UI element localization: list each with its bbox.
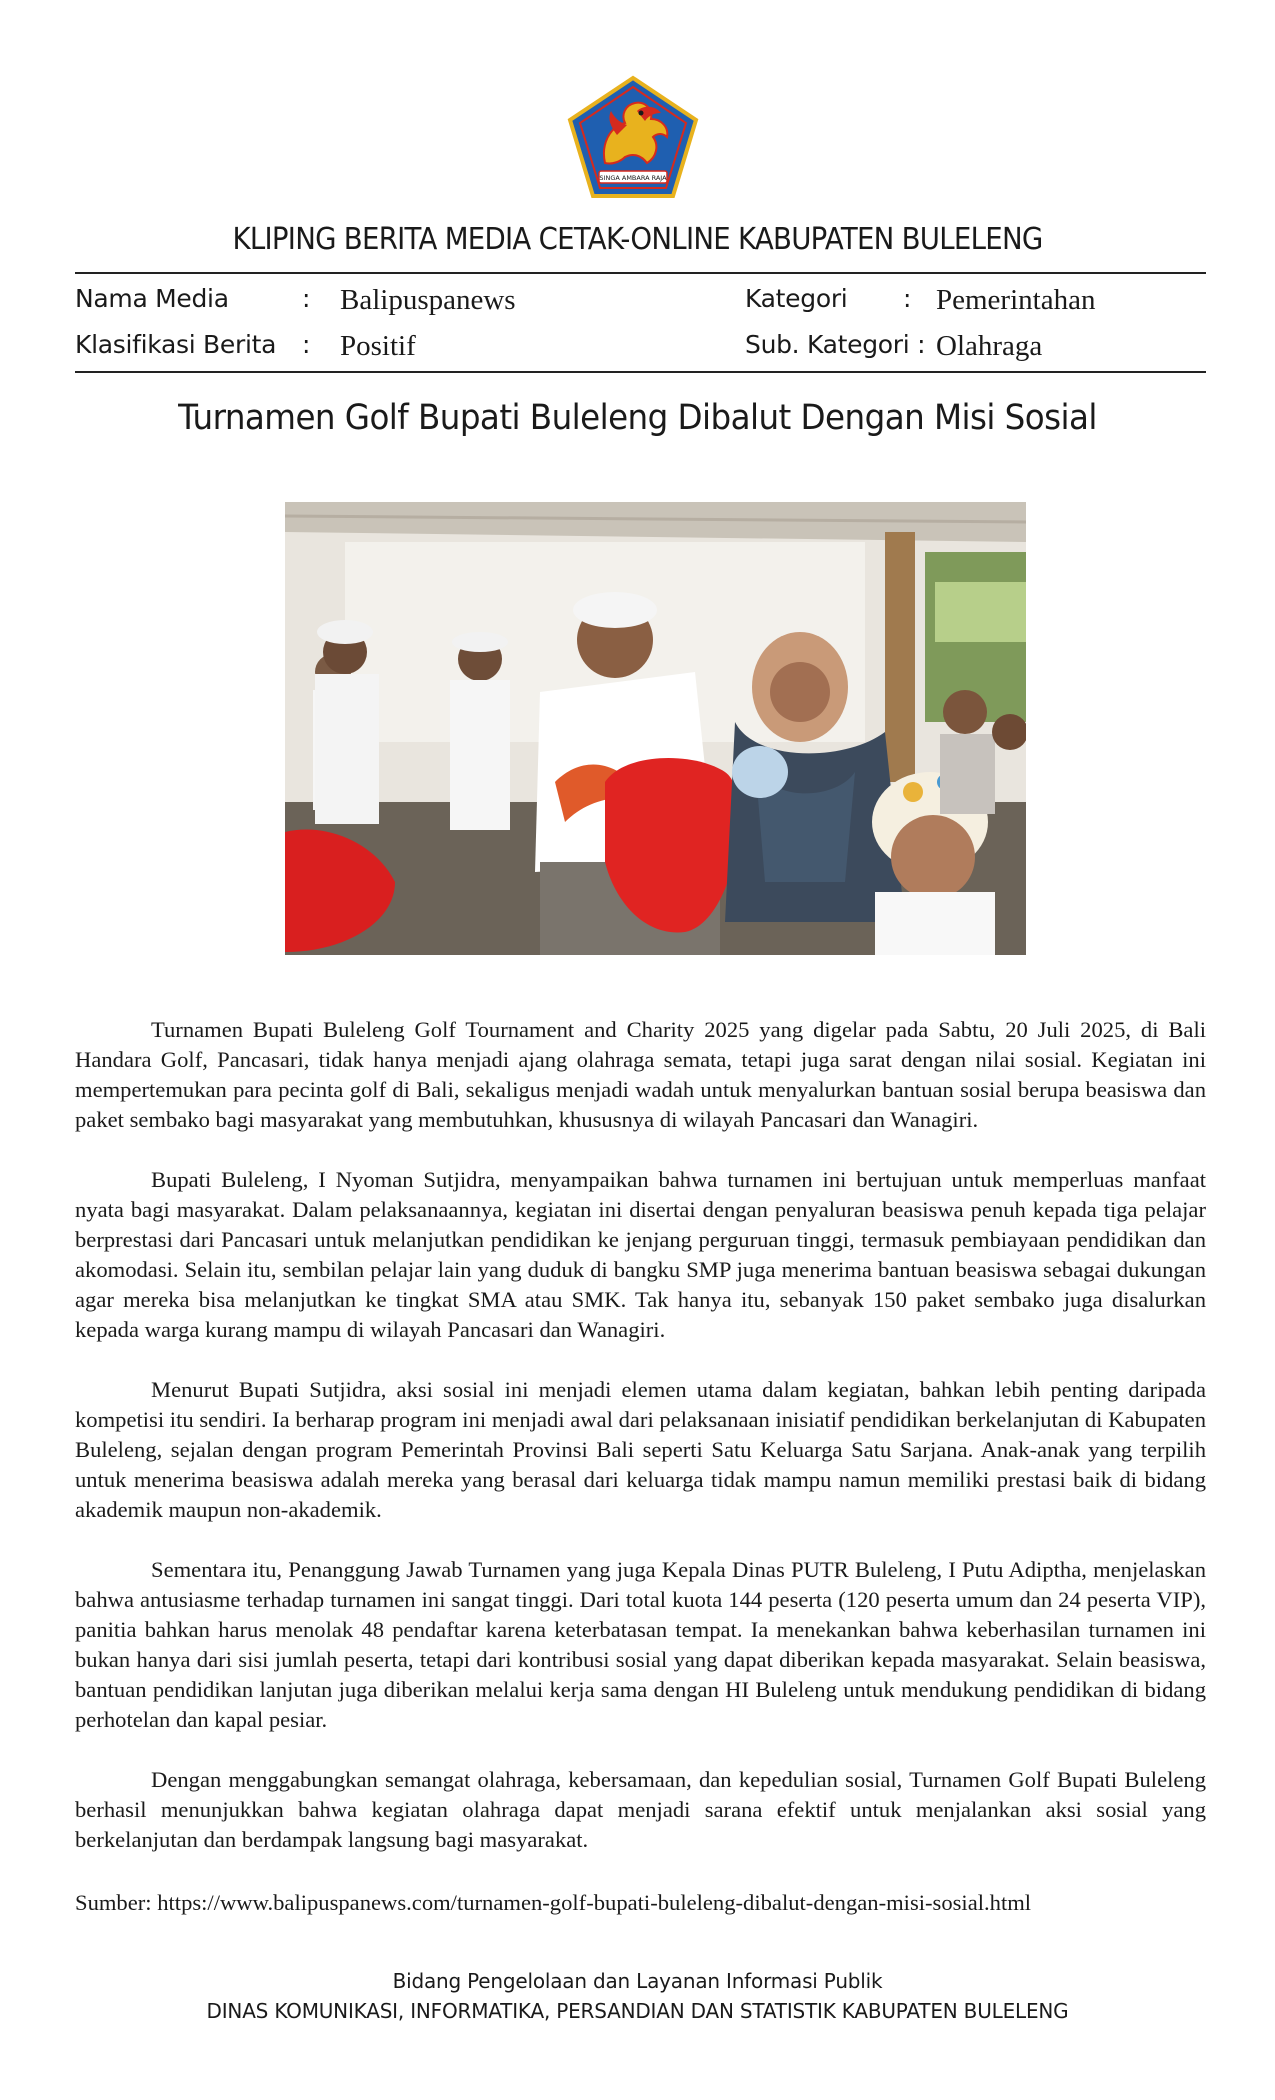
header-rule-top [75,272,1206,274]
article-paragraph-5: Dengan menggabungkan semangat olahraga, kebersamaan, dan kepedulian sosial, Turnamen Golf Bupati Buleleng berhasil menunjukkan bahwa kegiatan olahraga dapat menjadi sarana efektif untuk menjalankan aksi sosial yang berkelanjutan dan berdampak langsung bagi masyarakat. [75,1767,1206,1852]
logo-caption: SINGA AMBARA RAJA [599,174,667,182]
article-paragraph-4: Sementara itu, Penanggung Jawab Turnamen yang juga Kepala Dinas PUTR Buleleng, I Putu Adiptha, menjelaskan bahwa antusiasme terhadap turnamen ini sangat tinggi. Dari total kuota 144 peserta (120 peserta umum dan 24 peserta VIP), panitia bahkan harus menolak 48 pendaftar karena keterbatasan tempat. Ia menekankan bahwa keberhasilan turnamen ini bukan hanya dari sisi jumlah peserta, tetapi dari kontribusi sosial yang dapat diberikan kepada masyarakat. Selain beasiswa, bantuan pendidikan lanjutan juga diberikan melalui kerja sama dengan HI Buleleng untuk mendukung pendidikan di bidang perhotelan dan kapal pesiar. [75,1557,1206,1732]
nama-media-value: Balipuspanews [340,284,516,316]
kategori-colon: : [903,284,912,313]
article-photo [285,502,1026,955]
kategori-label: Kategori [745,284,848,313]
nama-media-label: Nama Media [75,284,229,313]
nama-media-colon: : [302,284,311,313]
article-source: Sumber: https://www.balipuspanews.com/turnamen-golf-bupati-buleleng-dibalut-dengan-misi-sosial.html [75,1890,1032,1915]
sub-kategori-value: Olahraga [936,330,1043,362]
kategori-value: Pemerintahan [936,284,1096,316]
lion-emblem-icon [567,75,699,200]
header-rule-bottom [75,371,1206,373]
article-paragraph-1: Turnamen Bupati Buleleng Golf Tournament and Charity 2025 yang digelar pada Sabtu, 20 Juli 2025, di Bali Handara Golf, Pancasari, tidak hanya menjadi ajang olahraga semata, tetapi juga sarat dengan nilai sosial. Kegiatan ini mempertemukan para pecinta golf di Bali, sekaligus menjadi wadah untuk menyalurkan bantuan sosial berupa beasiswa dan paket sembako bagi masyarakat yang membutuhkan, khususnya di wilayah Pancasari dan Wanagiri. [75,1017,1206,1132]
klasifikasi-colon: : [302,330,311,359]
clipping-title: KLIPING BERITA MEDIA CETAK-ONLINE KABUPATEN BULELENG [232,222,1043,257]
article-body [75,1015,1206,1885]
footer-agency: DINAS KOMUNIKASI, INFORMATIKA, PERSANDIAN DAN STATISTIK KABUPATEN BULELENG [206,1999,1069,2023]
footer-division: Bidang Pengelolaan dan Layanan Informasi Publik [392,1969,883,1993]
article-paragraph-3: Menurut Bupati Sutjidra, aksi sosial ini menjadi elemen utama dalam kegiatan, bahkan lebih penting daripada kompetisi itu sendiri. Ia berharap program ini menjadi awal dari pelaksanaan inisiatif pendidikan berkelanjutan di Kabupaten Buleleng, sejalan dengan program Pemerintah Provinsi Bali seperti Satu Keluarga Satu Sarjana. Anak-anak yang terpilih untuk menerima beasiswa adalah mereka yang berasal dari keluarga tidak mampu namun memiliki prestasi baik di bidang akademik maupun non-akademik. [75,1377,1206,1522]
sub-kategori-label: Sub. Kategori : [745,330,926,359]
klasifikasi-value: Positif [340,330,416,362]
article-paragraph-2: Bupati Buleleng, I Nyoman Sutjidra, menyampaikan bahwa turnamen ini bertujuan untuk memperluas manfaat nyata bagi masyarakat. Dalam pelaksanaannya, kegiatan ini disertai dengan penyaluran beasiswa penuh kepada tiga pelajar berprestasi dari Pancasari untuk melanjutkan pendidikan ke jenjang perguruan tinggi, termasuk pembiayaan pendidikan dan akomodasi. Selain itu, sembilan pelajar lain yang duduk di bangku SMP juga menerima bantuan beasiswa sebagai dukungan agar mereka bisa melanjutkan ke tingkat SMA atau SMK. Tak hanya itu, sebanyak 150 paket sembako juga disalurkan kepada warga kurang mampu di wilayah Pancasari dan Wanagiri. [75,1167,1206,1342]
klasifikasi-label: Klasifikasi Berita [75,330,277,359]
article-title: Turnamen Golf Bupati Buleleng Dibalut Dengan Misi Sosial [178,398,1097,438]
